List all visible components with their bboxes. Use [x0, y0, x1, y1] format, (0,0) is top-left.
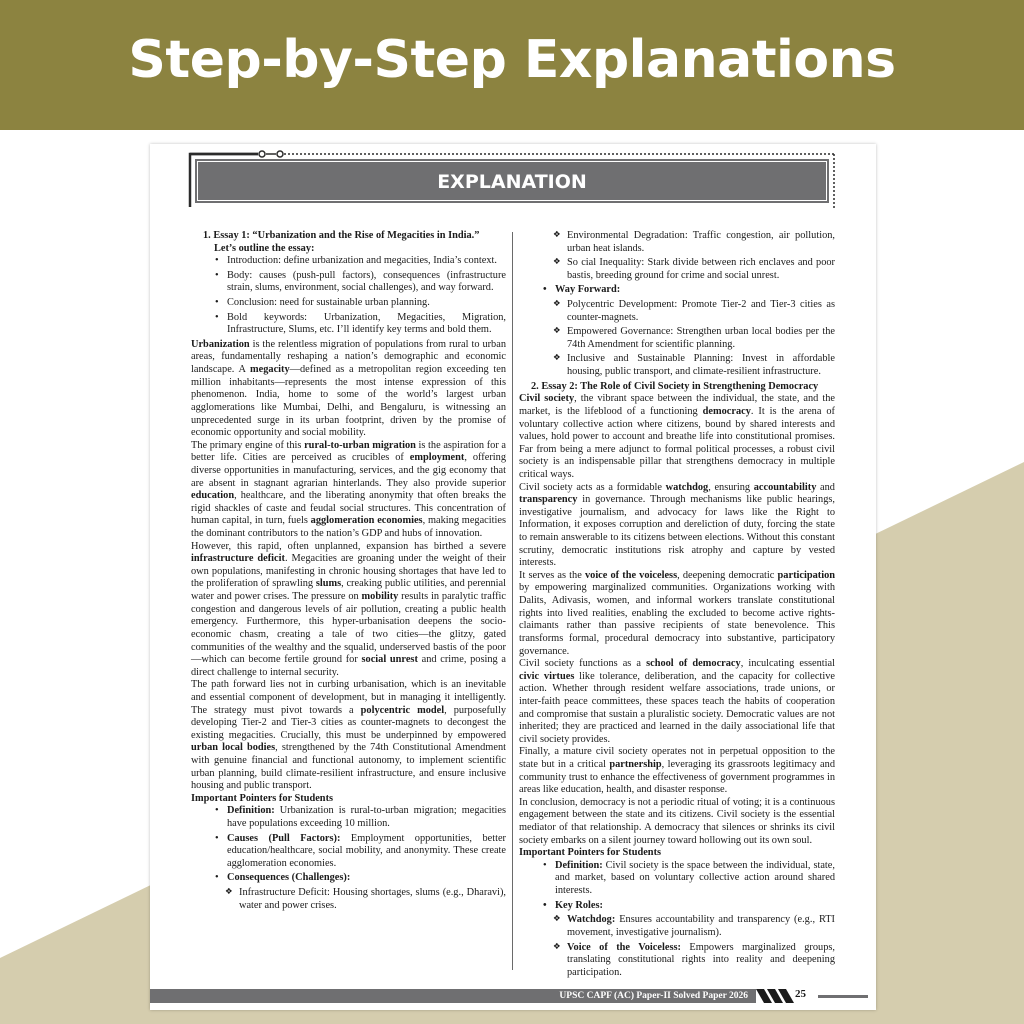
keyword: voice of the voiceless: [584, 569, 678, 581]
consequences-list: [191, 887, 506, 912]
way-forward-item: ❖ Inclusive and Sustainable Planning: Invest in affordable housing, public transport, and climate-resilient infrastructure.: [519, 353, 835, 378]
outline-heading: Let’s outline the essay:: [214, 242, 315, 254]
section-header: [197, 161, 827, 201]
book-page: [150, 144, 876, 1010]
keyword: accountability: [753, 481, 817, 493]
pointers-heading: Important Pointers for Students: [519, 847, 662, 859]
paragraph-school: Civil society functions as a school of democracy, inculcating essential civic virtues like tolerance, deliberation, and the capacity for collective action. Whether through resident welfare associations, trade unions, or inter-faith peace committees, these spaces teach the habits of cooperation and compromise that sustain a pluralistic society. Democratic values are not inherited; they are practiced and learned in the daily associational life that civil society provides.: [519, 658, 836, 745]
footer-title: UPSC CAPF (AC) Paper-II Solved Paper 2026: [559, 991, 748, 1001]
keyword: education: [191, 490, 235, 502]
essay-1-title: 1. Essay 1: “Urbanization and the Rise of Megacities in India.”: [203, 230, 480, 241]
column-divider: [512, 232, 513, 970]
pointers-list: [191, 805, 506, 885]
outline-list: [191, 255, 506, 337]
right-column: [519, 230, 835, 981]
paragraph-civil-intro: Civil society, the vibrant space between the individual, the state, and the market, is the lifeblood of a functioning democracy. It is the arena of voluntary collective action where citizens, bound by shared interests and values, hold power to account and breathe life into constitutional promises. Far from being a mere adjunct to formal political processes, a robust civil society is an indispensable pillar that strengthens democracy in multiple critical ways.: [519, 393, 835, 480]
pointer-item: • Consequences (Challenges):: [191, 872, 506, 885]
keyword: watchdog: [665, 481, 709, 493]
paragraph-causes: The primary engine of this rural-to-urban migration is the aspiration for a better life. Cities are perceived as crucibles of employment, offering diverse opportunities in manufacturing, services, and the gig economy that are absent in stagnant agrarian hinterlands. They also provide superior education, healthcare, and the liberating anonymity that often breaks the rigid shackles of caste and feudal social structures. This concentration of human capital, in turn, fuels agglomeration economies, making megacities the dominant contributors to the nation’s GDP and hubs of innovation.: [191, 439, 507, 540]
way-forward-item: ❖ Empowered Governance: Strengthen urban local bodies per the 74th Amendment for scientific planning.: [519, 326, 835, 351]
way-forward-heading-list: [519, 284, 835, 297]
civil-pointers-list: [519, 860, 835, 912]
way-forward-heading: • Way Forward:: [519, 284, 835, 297]
paragraph-consequences: However, this rapid, often unplanned, expansion has birthed a severe infrastructure deficit. Megacities are groaning under the weight of their own populations, manifesting in chronic housing shortages that have led to the proliferation of sprawling slums, creaking public utilities, and perennial water and power crises. The pressure on mobility results in paralytic traffic congestion and dangerous levels of air pollution, creating a public health emergency. Furthermore, this hyper-urbanisation deepens the socio-economic chasm, creating a tale of two cities—the glitzy, gated communities of the wealthy and the squalid, underserved bastis of the poor—which can become fertile ground for social unrest and crime, posing a direct challenge to internal security.: [191, 540, 507, 678]
key-roles-heading: • Key Roles:: [519, 900, 835, 913]
keyword: rural-to-urban migration: [304, 439, 416, 451]
keyword: polycentric model: [360, 704, 445, 716]
paragraph-conclusion: In conclusion, democracy is not a periodic ritual of voting; it is a continuous engagement between the state and its citizens. Civil society is the essential mediator of that relationship. A democracy that silences or shrinks its civil society embarks on a silent journey toward hollowing out its own soul.: [519, 796, 835, 846]
keyword: social unrest: [361, 654, 418, 666]
footer-rule: [818, 995, 868, 998]
keyword: urban local bodies: [191, 742, 276, 754]
outline-item: • Introduction: define urbanization and megacities, India’s context.: [191, 255, 506, 268]
outline-item: • Bold keywords: Urbanization, Megacities, Migration, Infrastructure, Slums, etc. I’ll identify key terms and bold them.: [191, 312, 506, 337]
paragraph-watchdog: Civil society acts as a formidable watchdog, ensuring accountability and transparency in governance. Through mechanisms like public hearings, investigative journalism, and advocacy for laws like the Right to Information, it exposes corruption and dereliction of duty, forcing the state to remain answerable to its citizens between elections. Without this constant scrutiny, democratic institutions risk atrophy and capture by vested interests.: [519, 481, 835, 569]
pointer-item: • Definition: Civil society is the space between the individual, state, and market, based on voluntary collective action around shared interests.: [519, 860, 835, 898]
essay-2-title: 2. Essay 2: The Role of Civil Society in Strengthening Democracy: [531, 380, 819, 392]
keyword: slums: [315, 578, 342, 590]
keyword: employment: [409, 452, 465, 464]
section-header-title: EXPLANATION: [437, 171, 587, 193]
paragraph-introduction: Urbanization is the relentless migration of populations from rural to urban areas, fundamentally reshaping a nation’s demographic and economic landscape. A megacity—defined as a metropolitan region exceeding ten million inhabitants—represents the most intense expression of this phenomenon. India, home to some of the world’s largest urban agglomerations like Mumbai, Delhi, and Bengaluru, is witnessing an unprecedented surge in its urban footprint, driven by the promise of economic opportunity and social mobility.: [191, 338, 506, 439]
paragraph-way-forward: The path forward lies not in curbing urbanisation, which is an inevitable and essential component of development, but in managing it intelligently. The strategy must pivot towards a polycentric model, purposefully developing Tier-2 and Tier-3 cities as counter-magnets to decongest the existing megacities. Crucially, this must be underpinned by empowered urban local bodies, strengthened by the 74th Constitutional Amendment with genuine financial and functional autonomy, to implement scientific urban planning, build climate-resilient infrastructure, and ensure inclusive housing and public transport.: [191, 679, 506, 792]
keyword: transparency: [519, 494, 578, 506]
keyword: participation: [777, 569, 836, 581]
keyword: megacity: [250, 364, 290, 376]
paragraph-voice: It serves as the voice of the voiceless, deepening democratic participation by empowering marginalized communities. Organizations working with Dalits, Adivasis, women, and informal workers translate constitutional rights into lived realities, enabling the excluded to become active rights-claimants rather than passive recipients of state benevolence. This transforms formal, procedural democracy into substantive, participatory governance.: [519, 569, 836, 657]
keyword: agglomeration economies: [310, 515, 423, 527]
keyword: Urbanization: [191, 338, 250, 350]
consequence-item: ❖ Environmental Degradation: Traffic congestion, air pollution, urban heat islands.: [519, 230, 835, 255]
key-roles-list: [519, 914, 835, 979]
outline-item: • Body: causes (push-pull factors), consequences (infrastructure strain, slums, environment, social challenges), and way forward.: [191, 270, 506, 295]
key-role-item: ❖ Watchdog: Ensures accountability and transparency (e.g., RTI movement, investigative journalism).: [519, 914, 835, 939]
key-role-item: ❖ Voice of the Voiceless: Empowers marginalized groups, translating constitutional rights into reality and deepening participation.: [519, 942, 835, 980]
consequences-list-continued: [519, 230, 835, 282]
keyword: mobility: [361, 591, 399, 603]
keyword: Civil society: [519, 393, 575, 405]
pointer-item: • Causes (Pull Factors): Employment opportunities, better education/healthcare, social mobility, and anonymity. These create agglomeration economies.: [191, 833, 506, 871]
keyword: school of democracy: [646, 658, 741, 670]
pointers-heading: Important Pointers for Students: [191, 792, 334, 804]
keyword: civic virtues: [519, 670, 575, 682]
page-number: 25: [795, 988, 806, 1000]
way-forward-list: [519, 299, 835, 379]
way-forward-item: ❖ Polycentric Development: Promote Tier-2 and Tier-3 cities as counter-magnets.: [519, 299, 835, 324]
keyword: partnership: [609, 758, 662, 770]
left-column: [191, 230, 506, 914]
consequence-item: ❖ So cial Inequality: Stark divide between rich enclaves and poor bastis, breeding ground for crime and social unrest.: [519, 257, 835, 282]
banner-title: Step-by-Step Explanations: [128, 30, 896, 90]
consequence-item: ❖ Infrastructure Deficit: Housing shortages, slums (e.g., Dharavi), water and power crises.: [191, 887, 506, 912]
outline-item: • Conclusion: need for sustainable urban planning.: [191, 297, 506, 310]
keyword: infrastructure deficit: [191, 553, 285, 565]
page-footer: [150, 989, 876, 1003]
top-banner: [0, 0, 1024, 130]
paragraph-partnership: Finally, a mature civil society operates not in perpetual opposition to the state but in a critical partnership, leveraging its grassroots legitimacy and community trust to enhance the effectiveness of government programmes in areas like education, health, and disaster response.: [519, 746, 835, 796]
pointer-item: • Definition: Urbanization is rural-to-urban migration; megacities have populations exceeding 10 million.: [191, 805, 506, 830]
footer-stripes: [756, 989, 794, 1003]
keyword: democracy: [702, 405, 751, 417]
